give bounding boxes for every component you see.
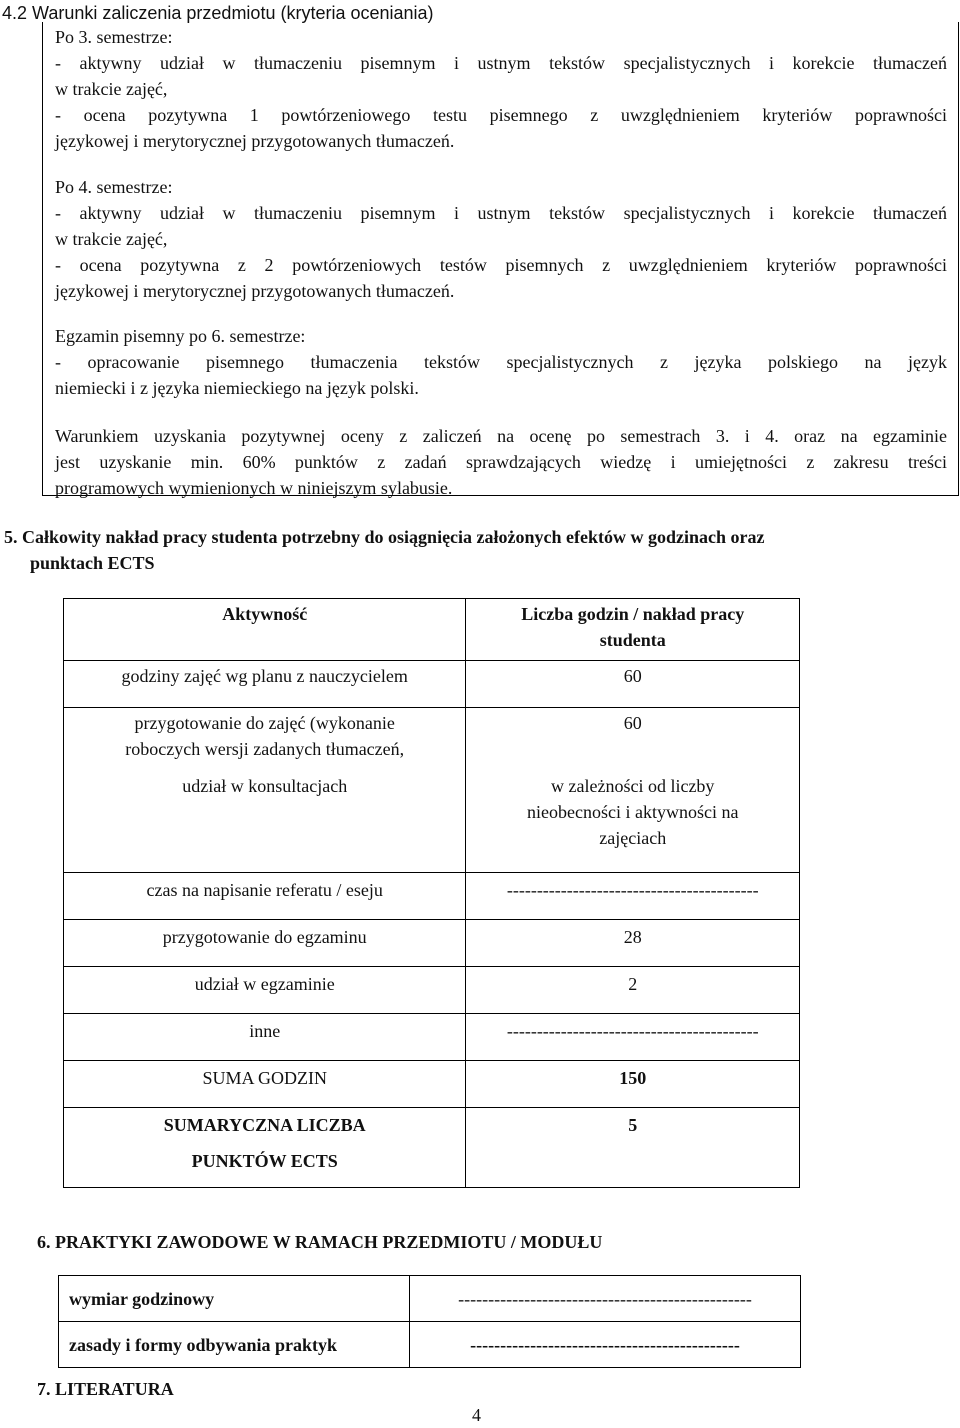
hours-cell: 2 xyxy=(466,967,800,1014)
section-6-title: 6. PRAKTYKI ZAWODOWE W RAMACH PRZEDMIOTU / MODUŁU xyxy=(37,1232,603,1252)
col-activity-header: Aktywność xyxy=(64,599,466,661)
activity-cell: przygotowanie do zajęć (wykonanie roboczych wersji zadanych tłumaczeń, udział w konsultacjach xyxy=(64,708,466,873)
table-row xyxy=(64,873,800,920)
table-row xyxy=(64,661,800,708)
hours-cell: ------------------------------------------ xyxy=(466,1014,800,1061)
table-row xyxy=(59,1322,801,1368)
table-row xyxy=(64,967,800,1014)
activity-cell: czas na napisanie referatu / eseju xyxy=(64,873,466,920)
section-5-title-line-2: punktach ECTS xyxy=(30,553,155,573)
section-4-2-title: 4.2 Warunki zaliczenia przedmiotu (kryteria oceniania) xyxy=(2,3,434,23)
internship-label: zasady i formy odbywania praktyk xyxy=(59,1322,410,1368)
hours-cell: 28 xyxy=(466,920,800,967)
activity-cell: inne xyxy=(64,1014,466,1061)
workload-table xyxy=(63,598,800,1188)
hours-cell: ------------------------------------------ xyxy=(466,873,800,920)
semester-4-line-2b: językowej i merytorycznej przygotowanych tłumaczeń. xyxy=(55,281,455,301)
internship-table xyxy=(58,1275,801,1368)
page-number: 4 xyxy=(472,1405,481,1425)
semester-4-line-1b: w trakcie zajęć, xyxy=(55,229,168,249)
exam-header: Egzamin pisemny po 6. semestrze: xyxy=(55,326,306,346)
pass-condition-line-3: programowych wymienionych w niniejszym sylabusie. xyxy=(55,478,453,498)
table-row xyxy=(59,1276,801,1322)
internship-label: wymiar godzinowy xyxy=(59,1276,410,1322)
semester-3-criteria xyxy=(55,24,947,154)
semester-3-line-1b: w trakcie zajęć, xyxy=(55,79,168,99)
activity-cell: SUMA GODZIN xyxy=(64,1061,466,1108)
activity-cell: przygotowanie do egzaminu xyxy=(64,920,466,967)
table-header-row xyxy=(64,599,800,661)
pass-condition xyxy=(55,423,947,501)
semester-3-line-2a: - ocena pozytywna 1 powtórzeniowego testu pisemnego z uwzględnieniem kryteriów poprawności xyxy=(55,105,947,125)
section-7-title: 7. LITERATURA xyxy=(37,1379,174,1399)
col-hours-header: Liczba godzin / nakład pracy studenta xyxy=(466,599,800,661)
exam-criteria xyxy=(55,323,947,401)
hours-cell: 60 w zależności od liczby nieobecności i aktywności na zajęciach xyxy=(466,708,800,873)
internship-value: ------------------------------------------------- xyxy=(410,1276,801,1322)
activity-cell: godziny zajęć wg planu z nauczycielem xyxy=(64,661,466,708)
pass-condition-line-1: Warunkiem uzyskania pozytywnej oceny z zaliczeń na ocenę po semestrach 3. i 4. oraz na egzaminie xyxy=(55,426,947,446)
hours-cell: 5 xyxy=(466,1108,800,1188)
pass-condition-line-2: jest uzyskanie min. 60% punktów z zadań sprawdzających wiedzę i umiejętności z zakresu treści xyxy=(55,452,947,472)
table-row xyxy=(64,1061,800,1108)
hours-cell: 60 xyxy=(466,661,800,708)
internship-value: --------------------------------------------- xyxy=(410,1322,801,1368)
exam-line-1a: - opracowanie pisemnego tłumaczenia tekstów specjalistycznych z języka polskiego na język xyxy=(55,352,947,372)
table-row xyxy=(64,1014,800,1061)
hours-cell: 150 xyxy=(466,1061,800,1108)
semester-4-line-2a: - ocena pozytywna z 2 powtórzeniowych testów pisemnych z uwzględnieniem kryteriów poprawności xyxy=(55,255,947,275)
exam-line-1b: niemiecki i z języka niemieckiego na język polski. xyxy=(55,378,419,398)
semester-4-header: Po 4. semestrze: xyxy=(55,177,173,197)
semester-4-line-1a: - aktywny udział w tłumaczeniu pisemnym i ustnym tekstów specjalistycznych i korekcie tłumaczeń xyxy=(55,203,947,223)
section-5-title xyxy=(4,524,944,576)
table-row xyxy=(64,920,800,967)
table-row xyxy=(64,708,800,873)
semester-4-criteria xyxy=(55,174,947,304)
table-row xyxy=(64,1108,800,1188)
semester-3-header: Po 3. semestrze: xyxy=(55,27,173,47)
section-5-title-line-1: 5. Całkowity nakład pracy studenta potrzebny do osiągnięcia założonych efektów w godzinach oraz xyxy=(4,527,765,547)
semester-3-line-2b: językowej i merytorycznej przygotowanych tłumaczeń. xyxy=(55,131,455,151)
semester-3-line-1a: - aktywny udział w tłumaczeniu pisemnym i ustnym tekstów specjalistycznych i korekcie tłumaczeń xyxy=(55,53,947,73)
activity-cell: udział w egzaminie xyxy=(64,967,466,1014)
activity-cell: SUMARYCZNA LICZBA PUNKTÓW ECTS xyxy=(64,1108,466,1188)
